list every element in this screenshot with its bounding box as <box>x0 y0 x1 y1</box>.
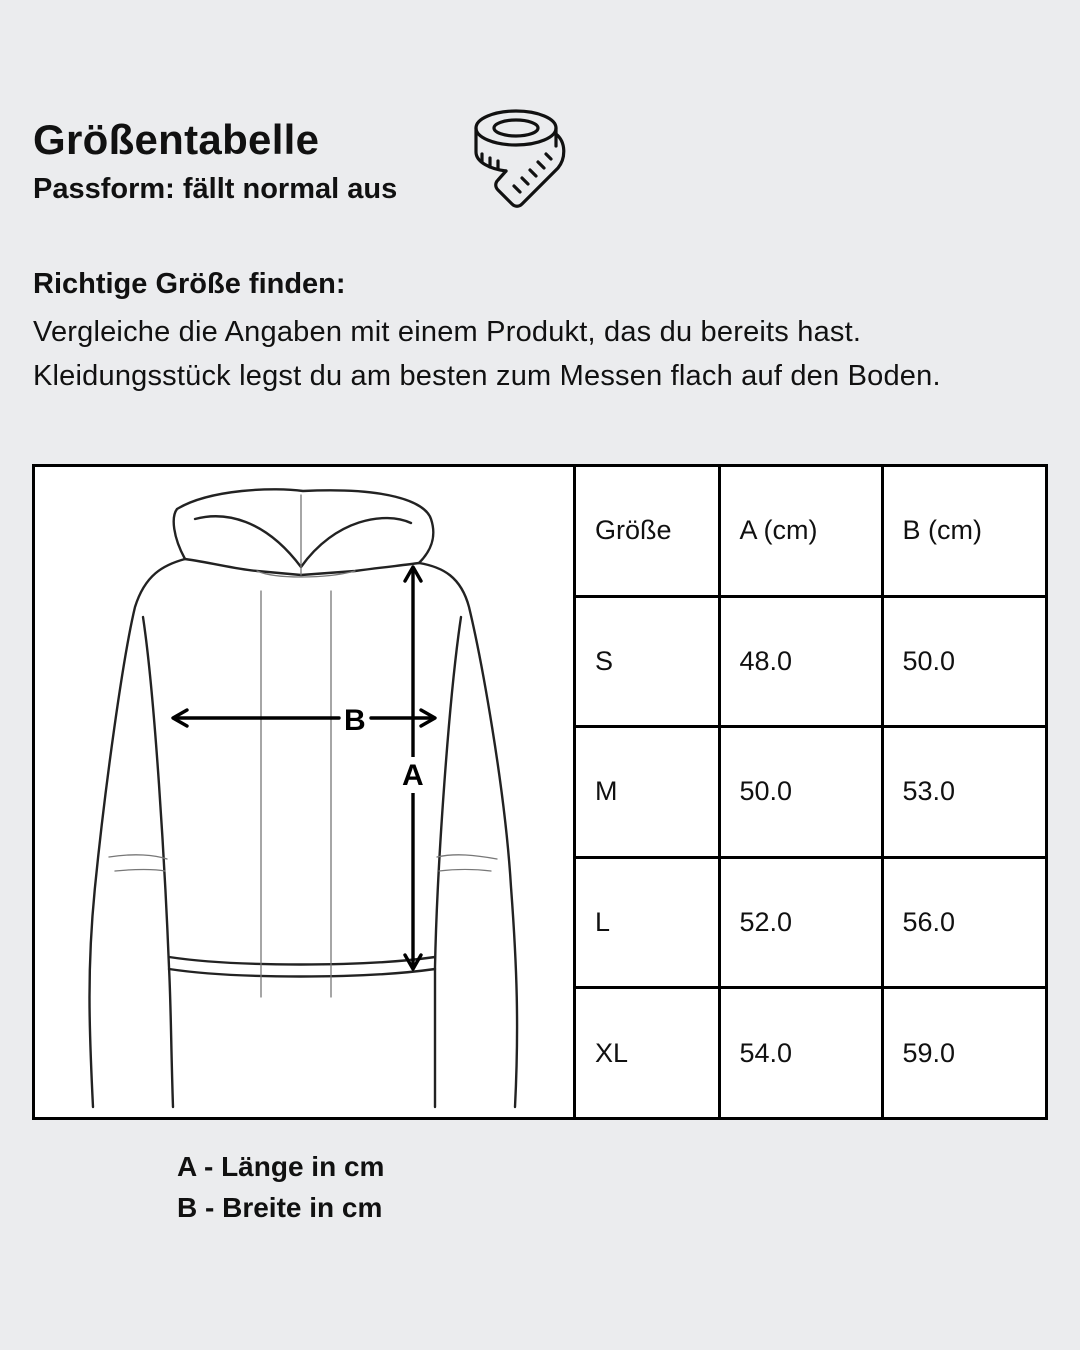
length-cell: 54.0 <box>719 988 882 1117</box>
col-header-size: Größe <box>576 467 719 596</box>
page-title: Größentabelle <box>33 116 320 163</box>
legend <box>177 1146 384 1228</box>
fit-note: Passform: fällt normal aus <box>33 173 398 205</box>
legend-a: A - Länge in cm <box>177 1151 385 1182</box>
table-row <box>576 596 1045 727</box>
help-heading: Richtige Größe finden: <box>33 268 346 300</box>
col-header-b: B (cm) <box>882 467 1045 596</box>
length-cell: 52.0 <box>719 857 882 988</box>
measure-arrow-b <box>173 710 435 726</box>
size-table <box>576 467 1045 1117</box>
table-row <box>576 727 1045 858</box>
help-text: Vergleiche die Angaben mit einem Produkt, das du bereits hast. Kleidungsstück legst du am besten zum Messen flach auf den Boden. <box>33 316 941 392</box>
legend-b: B - Breite in cm <box>177 1192 383 1223</box>
hoodie-diagram <box>35 467 576 1117</box>
width-cell: 56.0 <box>882 857 1045 988</box>
table-header-row <box>576 467 1045 596</box>
length-cell: 50.0 <box>719 727 882 858</box>
width-cell: 59.0 <box>882 988 1045 1117</box>
col-header-a: A (cm) <box>719 467 882 596</box>
size-cell: XL <box>576 988 719 1117</box>
width-cell: 53.0 <box>882 727 1045 858</box>
size-cell: L <box>576 857 719 988</box>
length-cell: 48.0 <box>719 596 882 727</box>
size-cell: S <box>576 596 719 727</box>
width-cell: 50.0 <box>882 596 1045 727</box>
measuring-tape-icon <box>470 106 570 212</box>
hoodie-outline <box>90 489 518 1107</box>
table-row <box>576 988 1045 1117</box>
size-chart <box>32 464 1048 1120</box>
label-a: A <box>402 759 424 792</box>
size-cell: M <box>576 727 719 858</box>
table-row <box>576 857 1045 988</box>
label-b: B <box>344 704 366 737</box>
